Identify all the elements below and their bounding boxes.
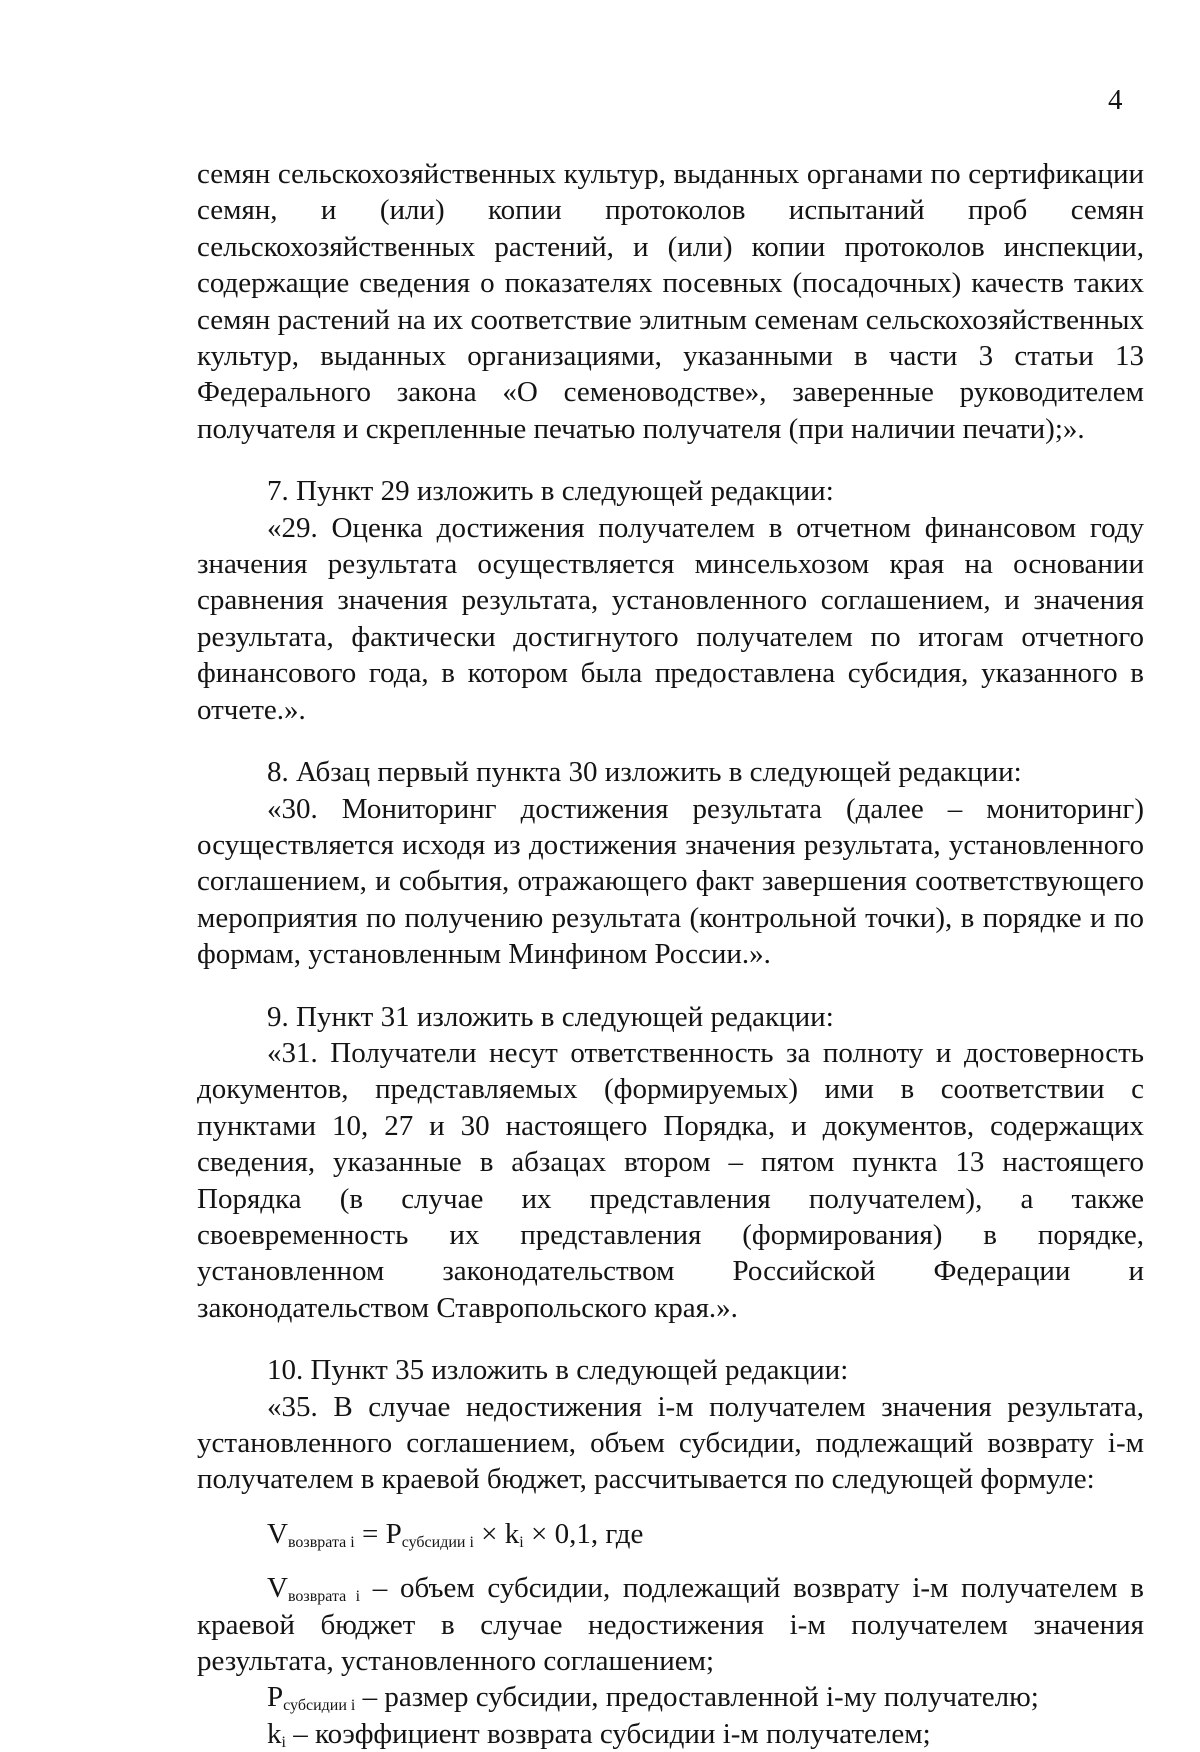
formula-equals: = xyxy=(354,1517,386,1550)
formula-p: P xyxy=(385,1517,402,1550)
definition-k xyxy=(197,1716,1144,1752)
definition-p-symbol: P xyxy=(267,1681,284,1714)
document-body xyxy=(197,156,1144,1752)
definition-v-subscript: возврата i xyxy=(287,1588,361,1606)
formula-v-subscript: возврата i xyxy=(287,1533,355,1551)
formula-times: × xyxy=(473,1517,505,1550)
formula-k-subscript: i xyxy=(519,1533,524,1551)
definition-k-symbol: k xyxy=(267,1717,282,1750)
item-30-text: «30. Мониторинг достижения результата (далее – мониторинг) осуществляется исходя из достижения значения результата, установленного соглашением, и события, отражающего факт завершения соответствующего мероприятия по получению результата (контрольной точки), в порядке и по формам, установленным Минфином России.». xyxy=(197,792,1144,971)
definition-p-text: – размер субсидии, предоставленной i-му получателю; xyxy=(355,1681,1039,1714)
formula-k: k xyxy=(504,1517,520,1550)
definition-v xyxy=(197,1570,1144,1679)
item-10-heading: 10. Пункт 35 изложить в следующей редакции: xyxy=(267,1354,849,1387)
page-number: 4 xyxy=(1108,84,1123,116)
paragraph-continuation: семян сельскохозяйственных культур, выданных органами по сертификации семян, и (или) копии протоколов испытаний проб семян сельскохозяйственных растений, и (или) копии протоколов инспекции, содержащие сведения о показателях посевных (посадочных) качеств таких семян растений на их соответствие элитным семенам сельскохозяйственных культур, выданных организациями, указанными в части 3 статьи 13 Федерального закона «О семеноводстве», заверенные руководителем получателя и скрепленные печатью получателя (при наличии печати);». xyxy=(197,158,1144,445)
item-29-text: «29. Оценка достижения получателем в отчетном финансовом году значения результата осуществляется минсельхозом края на основании сравнения значения результата, установленного соглашением, и значения результата, фактически достигнутого получателем по итогам отчетного финансового года, в котором была предоставлена субсидия, указанного в отчете.». xyxy=(197,511,1144,726)
definition-v-text: – объем субсидии, подлежащий возврату i-м получателем в краевой бюджет в случае недостижения i-м получателем значения результата, установленного соглашением; xyxy=(197,1572,1144,1678)
formula-v: V xyxy=(267,1517,288,1550)
item-35-text: «35. В случае недостижения i-м получателем значения результата, установленного соглашением, объем субсидии, подлежащий возврату i-м получателем в краевой бюджет, рассчитывается по следующей формуле: xyxy=(197,1390,1144,1496)
return-formula xyxy=(197,1516,1144,1552)
definition-p-subscript: субсидии i xyxy=(283,1697,356,1715)
definition-k-subscript: i xyxy=(281,1733,286,1751)
item-31-text: «31. Получатели несут ответственность за полноту и достоверность документов, представляемых (формируемых) ими в соответствии с пунктами 10, 27 и 30 настоящего Порядка, и документов, содержащих сведения, указанные в абзацах втором – пятом пункта 13 настоящего Порядка (в случае их представления получателем), а также своевременность их представления (формирования) в порядке, установленном законодательством Российской Федерации и законодательством Ставропольского края.». xyxy=(197,1036,1144,1324)
formula-tail: × 0,1, где xyxy=(523,1517,644,1550)
definition-p xyxy=(197,1679,1144,1715)
item-9-heading: 9. Пункт 31 изложить в следующей редакции: xyxy=(267,1000,834,1033)
item-8-heading: 8. Абзац первый пункта 30 изложить в следующей редакции: xyxy=(267,756,1022,789)
definition-k-text: – коэффициент возврата субсидии i-м получателем; xyxy=(285,1717,931,1750)
item-7-heading: 7. Пункт 29 изложить в следующей редакции: xyxy=(267,475,834,508)
formula-p-subscript: субсидии i xyxy=(401,1533,474,1551)
definition-v-symbol: V xyxy=(267,1572,288,1605)
